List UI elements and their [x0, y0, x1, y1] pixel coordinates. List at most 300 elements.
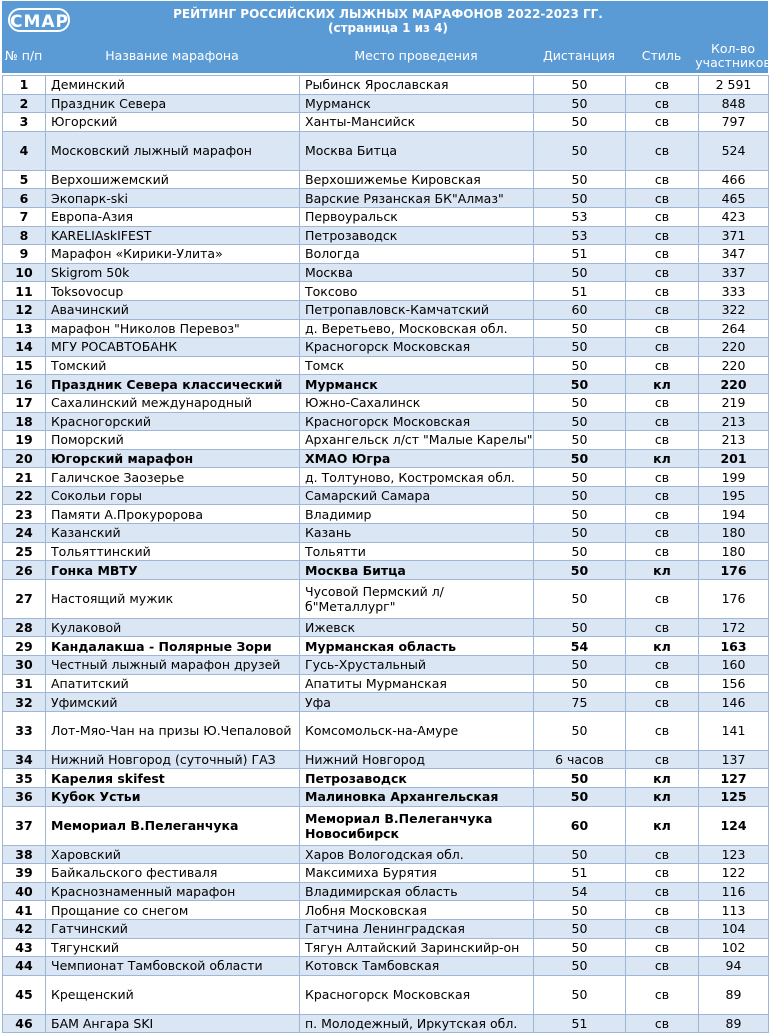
- participant-count: 137: [699, 750, 769, 769]
- table-row: [3, 806, 769, 845]
- marathon-name: Европа-Азия: [46, 207, 300, 226]
- page-title: [2, 7, 772, 35]
- marathon-style: св: [626, 393, 699, 412]
- table-row: [3, 113, 769, 132]
- marathon-name: KARELIAskIFEST: [46, 226, 300, 245]
- table-row: [3, 957, 769, 976]
- marathon-name: Мемориал В.Пелеганчука: [46, 806, 300, 845]
- marathon-place: Лобня Московская: [300, 901, 534, 920]
- marathon-style: св: [626, 693, 699, 712]
- marathon-style: св: [626, 319, 699, 338]
- participant-count: 220: [699, 375, 769, 394]
- table-row: [3, 674, 769, 693]
- marathon-style: кл: [626, 806, 699, 845]
- row-number: 38: [3, 845, 46, 864]
- row-number: 32: [3, 693, 46, 712]
- participant-count: 219: [699, 393, 769, 412]
- marathon-name: Кубок Устьи: [46, 788, 300, 807]
- table-row: [3, 882, 769, 901]
- marathon-distance: 50: [534, 319, 626, 338]
- marathon-style: св: [626, 245, 699, 264]
- table-row: [3, 561, 769, 580]
- marathon-distance: 75: [534, 693, 626, 712]
- row-number: 21: [3, 468, 46, 487]
- marathon-place: Южно-Сахалинск: [300, 393, 534, 412]
- marathon-name: Галичское Заозерье: [46, 468, 300, 487]
- row-number: 6: [3, 189, 46, 208]
- marathon-place: Мурманск: [300, 375, 534, 394]
- row-number: 19: [3, 431, 46, 450]
- participant-count: 848: [699, 94, 769, 113]
- marathon-style: св: [626, 94, 699, 113]
- marathon-name: Toksovocup: [46, 282, 300, 301]
- row-number: 9: [3, 245, 46, 264]
- row-number: 46: [3, 1014, 46, 1033]
- marathon-distance: 50: [534, 674, 626, 693]
- marathon-place: Апатиты Мурманская: [300, 674, 534, 693]
- marathon-style: св: [626, 113, 699, 132]
- marathon-style: кл: [626, 561, 699, 580]
- marathon-style: св: [626, 579, 699, 618]
- row-number: 17: [3, 393, 46, 412]
- marathon-style: св: [626, 356, 699, 375]
- marathon-place: Ижевск: [300, 618, 534, 637]
- participant-count: 2 591: [699, 76, 769, 95]
- marathon-place: Котовск Тамбовская: [300, 957, 534, 976]
- marathon-name: Чемпионат Тамбовской области: [46, 957, 300, 976]
- row-number: 2: [3, 94, 46, 113]
- row-number: 20: [3, 449, 46, 468]
- table-row: [3, 901, 769, 920]
- table-row: [3, 338, 769, 357]
- marathon-style: св: [626, 170, 699, 189]
- table-row: [3, 245, 769, 264]
- row-number: 27: [3, 579, 46, 618]
- column-header-place: Место проведения: [354, 48, 478, 63]
- marathon-style: св: [626, 505, 699, 524]
- marathon-name: Харовский: [46, 845, 300, 864]
- marathon-distance: 51: [534, 282, 626, 301]
- marathon-place: Гатчина Ленинградская: [300, 919, 534, 938]
- marathon-name: Кулаковой: [46, 618, 300, 637]
- marathon-distance: 53: [534, 226, 626, 245]
- marathon-distance: 60: [534, 806, 626, 845]
- participant-count: 524: [699, 131, 769, 170]
- marathon-name: Прощание со снегом: [46, 901, 300, 920]
- marathon-place: д. Толтуново, Костромская обл.: [300, 468, 534, 487]
- participant-count: 220: [699, 338, 769, 357]
- participant-count: 102: [699, 938, 769, 957]
- participant-count: 156: [699, 674, 769, 693]
- marathon-style: св: [626, 300, 699, 319]
- marathon-table: [2, 75, 769, 1033]
- marathon-place: Ханты-Мансийск: [300, 113, 534, 132]
- participant-count: 337: [699, 263, 769, 282]
- column-header-count: Кол-во участников: [695, 41, 771, 70]
- marathon-style: св: [626, 431, 699, 450]
- table-row: [3, 319, 769, 338]
- marathon-place: Москва Битца: [300, 561, 534, 580]
- participant-count: 89: [699, 975, 769, 1014]
- marathon-place: Комсомольск-на-Амуре: [300, 711, 534, 750]
- marathon-distance: 50: [534, 431, 626, 450]
- marathon-place: Мурманск: [300, 94, 534, 113]
- participant-count: 124: [699, 806, 769, 845]
- marathon-place: Петрозаводск: [300, 226, 534, 245]
- marathon-distance: 50: [534, 901, 626, 920]
- row-number: 30: [3, 656, 46, 675]
- marathon-distance: 50: [534, 618, 626, 637]
- marathon-distance: 50: [534, 263, 626, 282]
- marathon-name: Югорский марафон: [46, 449, 300, 468]
- participant-count: 123: [699, 845, 769, 864]
- participant-count: 199: [699, 468, 769, 487]
- marathon-name: Лот-Мяо-Чан на призы Ю.Чепаловой: [46, 711, 300, 750]
- marathon-name: Сокольи горы: [46, 486, 300, 505]
- marathon-distance: 50: [534, 486, 626, 505]
- marathon-place: Максимиха Бурятия: [300, 864, 534, 883]
- title-line-2: (страница 1 из 4): [327, 21, 449, 35]
- row-number: 40: [3, 882, 46, 901]
- table-row: [3, 637, 769, 656]
- marathon-place: ХМАО Югра: [300, 449, 534, 468]
- marathon-place: Харов Вологодская обл.: [300, 845, 534, 864]
- table-row: [3, 579, 769, 618]
- marathon-distance: 51: [534, 1014, 626, 1033]
- marathon-distance: 50: [534, 170, 626, 189]
- marathon-name: Апатитский: [46, 674, 300, 693]
- row-number: 23: [3, 505, 46, 524]
- row-number: 36: [3, 788, 46, 807]
- marathon-place: Самарский Самара: [300, 486, 534, 505]
- marathon-place: Красногорск Московская: [300, 412, 534, 431]
- marathon-style: св: [626, 542, 699, 561]
- marathon-style: св: [626, 864, 699, 883]
- table-row: [3, 94, 769, 113]
- marathon-style: кл: [626, 788, 699, 807]
- marathon-style: св: [626, 957, 699, 976]
- marathon-distance: 50: [534, 656, 626, 675]
- participant-count: 194: [699, 505, 769, 524]
- participant-count: 176: [699, 561, 769, 580]
- row-number: 41: [3, 901, 46, 920]
- row-number: 3: [3, 113, 46, 132]
- marathon-distance: 50: [534, 356, 626, 375]
- row-number: 13: [3, 319, 46, 338]
- marathon-style: св: [626, 975, 699, 1014]
- participant-count: 104: [699, 919, 769, 938]
- marathon-distance: 50: [534, 412, 626, 431]
- table-row: [3, 468, 769, 487]
- marathon-place: Тягун Алтайский Заринскийр-он: [300, 938, 534, 957]
- table-row: [3, 226, 769, 245]
- marathon-distance: 50: [534, 338, 626, 357]
- marathon-distance: 60: [534, 300, 626, 319]
- participant-count: 180: [699, 542, 769, 561]
- marathon-style: св: [626, 338, 699, 357]
- row-number: 15: [3, 356, 46, 375]
- marathon-distance: 50: [534, 975, 626, 1014]
- table-row: [3, 431, 769, 450]
- marathon-name: Гатчинский: [46, 919, 300, 938]
- marathon-distance: 6 часов: [534, 750, 626, 769]
- marathon-style: св: [626, 524, 699, 543]
- marathon-distance: 50: [534, 393, 626, 412]
- marathon-place: Гусь-Хрустальный: [300, 656, 534, 675]
- marathon-distance: 50: [534, 524, 626, 543]
- participant-count: 113: [699, 901, 769, 920]
- row-number: 43: [3, 938, 46, 957]
- table-row: [3, 282, 769, 301]
- marathon-name: Уфимский: [46, 693, 300, 712]
- participant-count: 466: [699, 170, 769, 189]
- row-number: 1: [3, 76, 46, 95]
- marathon-style: кл: [626, 375, 699, 394]
- row-number: 26: [3, 561, 46, 580]
- marathon-distance: 50: [534, 505, 626, 524]
- marathon-distance: 54: [534, 882, 626, 901]
- marathon-name: Памяти А.Прокуророва: [46, 505, 300, 524]
- marathon-name: Карелия skifest: [46, 769, 300, 788]
- marathon-place: Казань: [300, 524, 534, 543]
- marathon-distance: 50: [534, 76, 626, 95]
- marathon-distance: 50: [534, 375, 626, 394]
- row-number: 31: [3, 674, 46, 693]
- marathon-place: Владимирская область: [300, 882, 534, 901]
- marathon-name: МГУ РОСАВТОБАНК: [46, 338, 300, 357]
- table-row: [3, 375, 769, 394]
- row-number: 39: [3, 864, 46, 883]
- participant-count: 163: [699, 637, 769, 656]
- marathon-place: Томск: [300, 356, 534, 375]
- marathon-place: Уфа: [300, 693, 534, 712]
- marathon-distance: 50: [534, 845, 626, 864]
- participant-count: 160: [699, 656, 769, 675]
- table-header: [2, 1, 771, 73]
- table-row: [3, 711, 769, 750]
- participant-count: 322: [699, 300, 769, 319]
- marathon-style: св: [626, 486, 699, 505]
- table-row: [3, 919, 769, 938]
- table-row: [3, 393, 769, 412]
- marathon-place: Тольятти: [300, 542, 534, 561]
- marathon-name: БАМ Ангара SKI: [46, 1014, 300, 1033]
- marathon-name: Skigrom 50k: [46, 263, 300, 282]
- participant-count: 125: [699, 788, 769, 807]
- row-number: 11: [3, 282, 46, 301]
- table-row: [3, 131, 769, 170]
- marathon-place: Мемориал В.Пелеганчука Новосибирск: [300, 806, 534, 845]
- marathon-name: Красногорский: [46, 412, 300, 431]
- row-number: 35: [3, 769, 46, 788]
- row-number: 25: [3, 542, 46, 561]
- marathon-style: кл: [626, 769, 699, 788]
- participant-count: 213: [699, 431, 769, 450]
- participant-count: 127: [699, 769, 769, 788]
- marathon-style: св: [626, 618, 699, 637]
- participant-count: 146: [699, 693, 769, 712]
- column-header-distance: Дистанция: [542, 48, 616, 63]
- row-number: 10: [3, 263, 46, 282]
- marathon-distance: 50: [534, 131, 626, 170]
- marathon-name: Честный лыжный марафон друзей: [46, 656, 300, 675]
- marathon-style: св: [626, 1014, 699, 1033]
- participant-count: 89: [699, 1014, 769, 1033]
- marathon-name: Байкальского фестиваля: [46, 864, 300, 883]
- marathon-name: Томский: [46, 356, 300, 375]
- participant-count: 371: [699, 226, 769, 245]
- table-row: [3, 938, 769, 957]
- marathon-distance: 50: [534, 468, 626, 487]
- row-number: 5: [3, 170, 46, 189]
- participant-count: 180: [699, 524, 769, 543]
- marathon-style: св: [626, 882, 699, 901]
- marathon-name: Марафон «Кирики-Улита»: [46, 245, 300, 264]
- marathon-distance: 50: [534, 189, 626, 208]
- marathon-distance: 50: [534, 542, 626, 561]
- participant-count: 213: [699, 412, 769, 431]
- marathon-place: Красногорск Московская: [300, 338, 534, 357]
- row-number: 22: [3, 486, 46, 505]
- marathon-name: Праздник Севера: [46, 94, 300, 113]
- title-line-1: РЕЙТИНГ РОССИЙСКИХ ЛЫЖНЫХ МАРАФОНОВ 2022-2023 ГГ.: [173, 7, 603, 21]
- marathon-name: Верхошижемский: [46, 170, 300, 189]
- table-row: [3, 750, 769, 769]
- row-number: 45: [3, 975, 46, 1014]
- marathon-name: Казанский: [46, 524, 300, 543]
- marathon-place: Красногорск Московская: [300, 975, 534, 1014]
- marathon-style: св: [626, 226, 699, 245]
- marathon-style: св: [626, 189, 699, 208]
- marathon-name: Праздник Севера классический: [46, 375, 300, 394]
- table-row: [3, 656, 769, 675]
- marathon-place: Варские Рязанская БК"Алмаз": [300, 189, 534, 208]
- marathon-style: св: [626, 131, 699, 170]
- marathon-place: Мурманская область: [300, 637, 534, 656]
- marathon-distance: 50: [534, 711, 626, 750]
- table-row: [3, 412, 769, 431]
- table-row: [3, 76, 769, 95]
- table-row: [3, 300, 769, 319]
- participant-count: 201: [699, 449, 769, 468]
- row-number: 37: [3, 806, 46, 845]
- row-number: 42: [3, 919, 46, 938]
- participant-count: 264: [699, 319, 769, 338]
- row-number: 14: [3, 338, 46, 357]
- marathon-style: св: [626, 207, 699, 226]
- marathon-style: св: [626, 282, 699, 301]
- participant-count: 465: [699, 189, 769, 208]
- participant-count: 122: [699, 864, 769, 883]
- row-number: 12: [3, 300, 46, 319]
- marathon-place: Петрозаводск: [300, 769, 534, 788]
- participant-count: 176: [699, 579, 769, 618]
- table-row: [3, 975, 769, 1014]
- table-body: [3, 76, 769, 1033]
- participant-count: 333: [699, 282, 769, 301]
- participant-count: 220: [699, 356, 769, 375]
- marathon-place: Петропавловск-Камчатский: [300, 300, 534, 319]
- row-number: 8: [3, 226, 46, 245]
- marathon-place: Верхошижемье Кировская: [300, 170, 534, 189]
- table-row: [3, 524, 769, 543]
- row-number: 4: [3, 131, 46, 170]
- table-row: [3, 845, 769, 864]
- marathon-distance: 50: [534, 938, 626, 957]
- marathon-name: Югорский: [46, 113, 300, 132]
- table-row: [3, 788, 769, 807]
- participant-count: 141: [699, 711, 769, 750]
- marathon-distance: 50: [534, 561, 626, 580]
- marathon-style: св: [626, 412, 699, 431]
- marathon-style: св: [626, 901, 699, 920]
- marathon-name: Настоящий мужик: [46, 579, 300, 618]
- marathon-distance: 51: [534, 245, 626, 264]
- column-header-style: Стиль: [641, 48, 682, 63]
- marathon-place: Чусовой Пермский л/б"Металлург": [300, 579, 534, 618]
- marathon-name: Авачинский: [46, 300, 300, 319]
- marathon-place: Малиновка Архангельская: [300, 788, 534, 807]
- table-row: [3, 356, 769, 375]
- table-row: [3, 693, 769, 712]
- marathon-style: св: [626, 845, 699, 864]
- marathon-place: Владимир: [300, 505, 534, 524]
- marathon-style: св: [626, 76, 699, 95]
- table-row: [3, 207, 769, 226]
- row-number: 16: [3, 375, 46, 394]
- marathon-place: Рыбинск Ярославская: [300, 76, 534, 95]
- marathon-style: кл: [626, 449, 699, 468]
- row-number: 29: [3, 637, 46, 656]
- marathon-distance: 50: [534, 919, 626, 938]
- marathon-place: д. Веретьево, Московская обл.: [300, 319, 534, 338]
- marathon-distance: 50: [534, 957, 626, 976]
- marathon-style: св: [626, 263, 699, 282]
- participant-count: 94: [699, 957, 769, 976]
- column-header-name: Название марафона: [105, 48, 239, 63]
- marathon-name: Тольяттинский: [46, 542, 300, 561]
- marathon-distance: 50: [534, 769, 626, 788]
- marathon-name: Крещенский: [46, 975, 300, 1014]
- marathon-distance: 50: [534, 94, 626, 113]
- table-row: [3, 618, 769, 637]
- marathon-style: св: [626, 468, 699, 487]
- marathon-style: кл: [626, 637, 699, 656]
- marathon-name: Сахалинский международный: [46, 393, 300, 412]
- participant-count: 195: [699, 486, 769, 505]
- marathon-name: марафон "Николов Перевоз": [46, 319, 300, 338]
- marathon-distance: 50: [534, 788, 626, 807]
- row-number: 34: [3, 750, 46, 769]
- marathon-place: Первоуральск: [300, 207, 534, 226]
- marathon-place: Вологда: [300, 245, 534, 264]
- column-header-no: № п/п: [4, 48, 43, 63]
- marathon-place: Москва Битца: [300, 131, 534, 170]
- table-row: [3, 263, 769, 282]
- row-number: 24: [3, 524, 46, 543]
- table-row: [3, 170, 769, 189]
- table-row: [3, 505, 769, 524]
- participant-count: 116: [699, 882, 769, 901]
- participant-count: 797: [699, 113, 769, 132]
- marathon-style: св: [626, 711, 699, 750]
- table-row: [3, 769, 769, 788]
- table-row: [3, 864, 769, 883]
- marathon-style: св: [626, 674, 699, 693]
- row-number: 18: [3, 412, 46, 431]
- table-row: [3, 542, 769, 561]
- participant-count: 423: [699, 207, 769, 226]
